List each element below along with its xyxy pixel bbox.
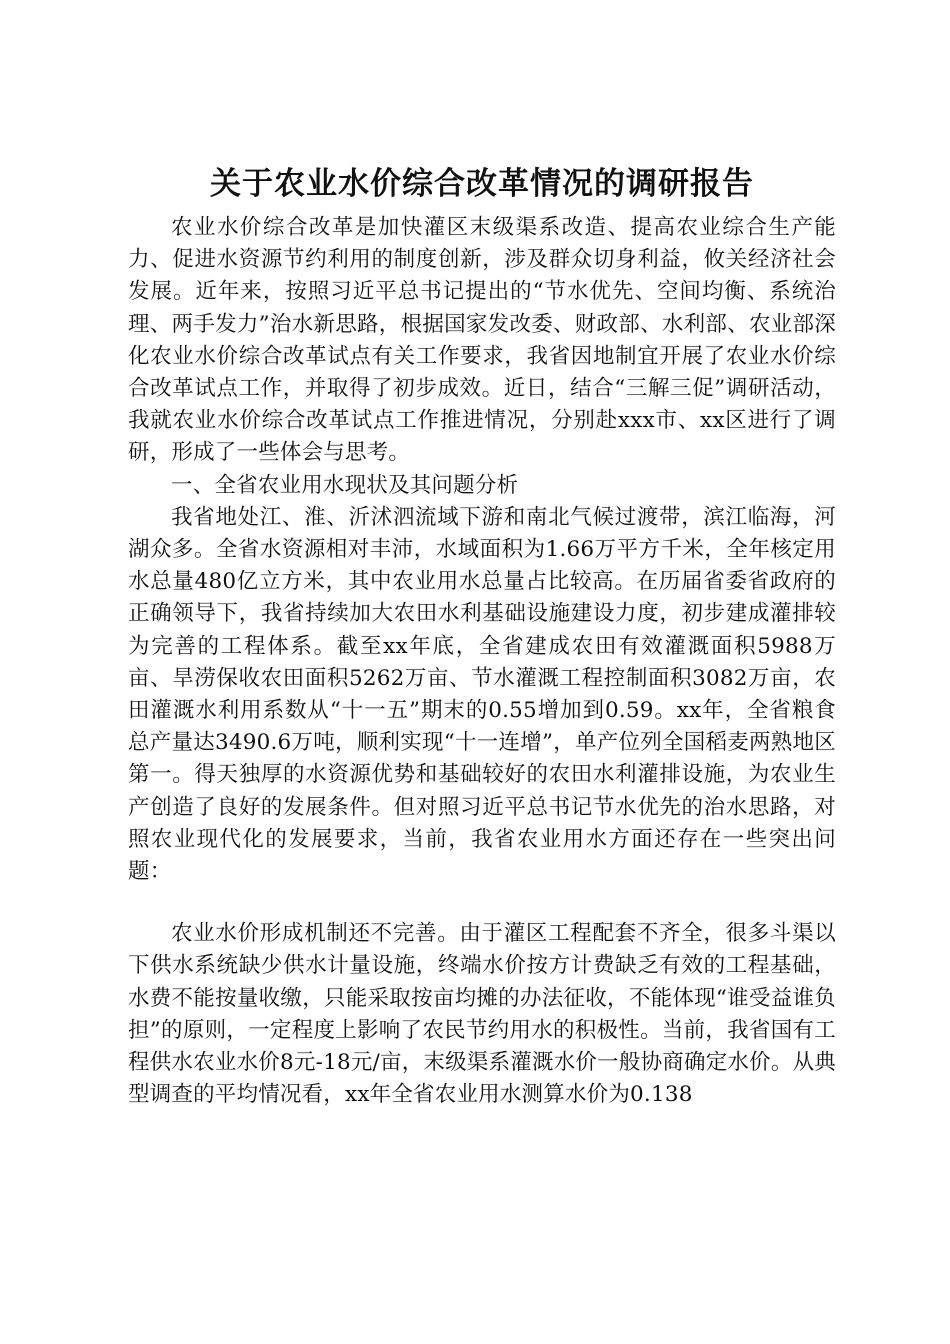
intro-paragraph: 农业水价综合改革是加快灌区末级渠系改造、提高农业综合生产能力、促进水资源节约利用的制度创新，涉及群众切身利益，攸关经济社会发展。近年来，按照习近平总书记提出的“节水优先、空间均衡、系统治理、两手发力”治水新思路，根据国家发改委、财政部、水利部、农业部深化农业水价综合改革试点有关工作要求，我省因地制宜开展了农业水价综合改革试点工作，并取得了初步成效。近日，结合“三解三促”调研活动，我就农业水价综合改革试点工作推进情况，分别赴xxx市、xx区进行了调研，形成了一些体会与思考。 [128, 215, 836, 466]
problem-paragraph: 农业水价形成机制还不完善。由于灌区工程配套不齐全，很多斗渠以下供水系统缺少供水计量设施，终端水价按方计费缺乏有效的工程基础，水费不能按量收缴，只能采取按亩均摊的办法征收，不能体现“谁受益谁负担”的原则，一定程度上影响了农民节约用水的积极性。当前，我省国有工程供水农业水价8元-18元/亩，末级渠系灌溉水价一般协商确定水价。从典型调查的平均情况看，xx年全省农业用水测算水价为0.138 [128, 921, 836, 1108]
section-paragraph: 我省地处江、淮、沂沭泗流域下游和南北气候过渡带，滨江临海，河湖众多。全省水资源相对丰沛，水域面积为1.66万平方千米，全年核定用水总量480亿立方米，其中农业用水总量占比较高。在历届省委省政府的正确领导下，我省持续加大农田水利基础设施建设力度，初步建成灌排较为完善的工程体系。截至xx年底，全省建成农田有效灌溉面积5988万亩、旱涝保收农田面积5262万亩、节水灌溉工程控制面积3082万亩，农田灌溉水利用系数从“十一五”期末的0.55增加到0.59。xx年，全省粮食总产量达3490.6万吨，顺利实现“十一连增”，单产位列全国稻麦两熟地区第一。得天独厚的水资源优势和基础较好的农田水利灌排设施，为农业生产创造了良好的发展条件。但对照习近平总书记节水优先的治水思路，对照农业现代化的发展要求，当前，我省农业用水方面还存在一些突出问题： [128, 504, 836, 885]
document-title: 关于农业水价综合改革情况的调研报告 [210, 166, 754, 202]
section-heading: 一、全省农业用水现状及其问题分析 [171, 472, 519, 498]
paragraph-spacer [128, 888, 836, 918]
document-page [128, 160, 836, 1111]
